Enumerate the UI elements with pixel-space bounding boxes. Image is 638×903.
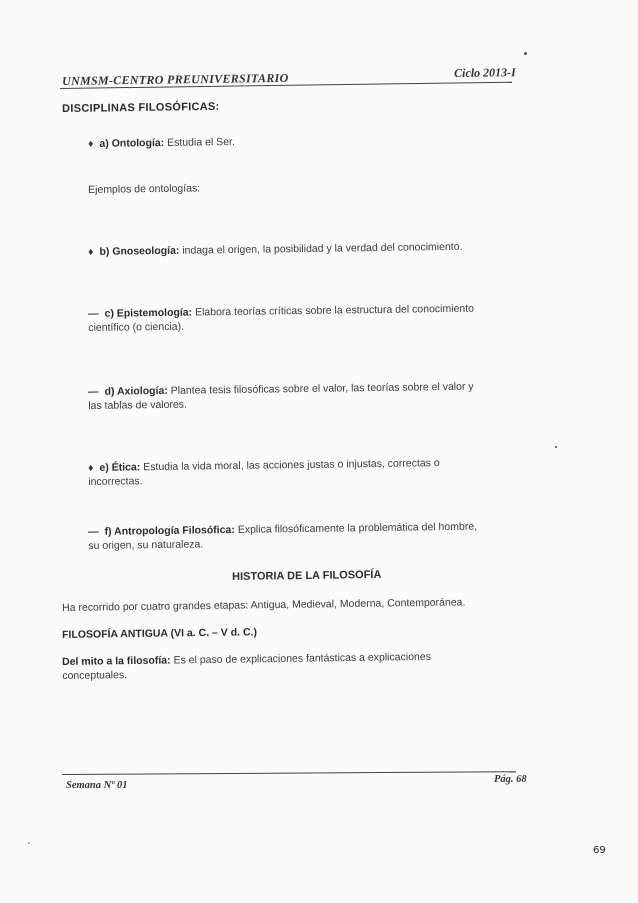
item-epistemologia	[88, 302, 474, 335]
item-text: Estudia la vida moral, las acciones justas o injustas, correctas o	[143, 457, 440, 474]
item-text: Plantea tesis filosóficas sobre el valor, las teorías sobre el valor y	[170, 380, 474, 397]
footer-rule	[62, 771, 516, 775]
item-gnoseologia	[88, 240, 463, 259]
item-term: a) Ontología:	[99, 136, 165, 150]
item-text: indaga el origen, la posibilidad y la verdad del conocimiento.	[182, 240, 463, 257]
header-institution: UNMSM-CENTRO PREUNIVERSITARIO	[62, 70, 289, 88]
item-etica	[88, 456, 440, 489]
item-term: b) Gnoseología:	[99, 244, 180, 258]
item-text: Estudia el Ser.	[167, 135, 235, 149]
item-marker: ♦	[88, 137, 94, 150]
history-title: HISTORIA DE LA FILOSOFÍA	[232, 568, 382, 583]
myth-text: Es el paso de explicaciones fantásticas a explicaciones	[173, 650, 432, 667]
myth-paragraph	[62, 650, 431, 683]
scan-speck	[28, 842, 30, 844]
item-marker: —	[88, 385, 99, 398]
examples-label: Ejemplos de ontologías:	[88, 182, 201, 196]
section-title: DISCIPLINAS FILOSÓFICAS:	[62, 100, 220, 115]
footer-page: Pág. 68	[494, 774, 527, 785]
item-marker: —	[88, 307, 99, 320]
item-ontologia	[88, 135, 235, 151]
item-term: d) Axiología:	[104, 384, 168, 398]
history-intro: Ha recorrido por cuatro grandes etapas: Antigua, Medieval, Moderna, Contemporánea.	[62, 596, 466, 614]
page-number: 69	[593, 845, 606, 856]
item-marker: ♦	[88, 461, 94, 474]
item-term: e) Ética:	[99, 461, 141, 474]
history-subtitle: FILOSOFÍA ANTIGUA (VI a. C. – V d. C.)	[62, 626, 258, 641]
item-text-continued: su origen, su naturaleza.	[88, 538, 204, 552]
item-term: f) Antropología Filosófica:	[104, 523, 235, 538]
item-text-continued: incorrectas.	[88, 475, 143, 488]
item-term: c) Epistemología:	[104, 306, 193, 320]
scan-speck	[524, 52, 527, 55]
header-cycle: Ciclo 2013-I	[454, 65, 516, 80]
footer-week: Semana Nº 01	[66, 780, 128, 791]
item-text-continued: las tablas de valores.	[88, 398, 188, 412]
item-antropologia	[88, 520, 477, 553]
myth-text-continued: conceptuales.	[62, 669, 128, 682]
scan-speck	[555, 446, 557, 448]
item-text-continued: científico (o ciencia).	[88, 320, 185, 334]
item-marker: ♦	[88, 245, 94, 258]
myth-term: Del mito a la filosofía:	[62, 654, 171, 668]
item-text: Elabora teorías críticas sobre la estructura del conocimiento	[194, 302, 475, 319]
item-marker: —	[88, 525, 99, 538]
item-axiologia	[88, 380, 474, 413]
item-text: Explica filosóficamente la problemática del hombre,	[237, 520, 478, 536]
